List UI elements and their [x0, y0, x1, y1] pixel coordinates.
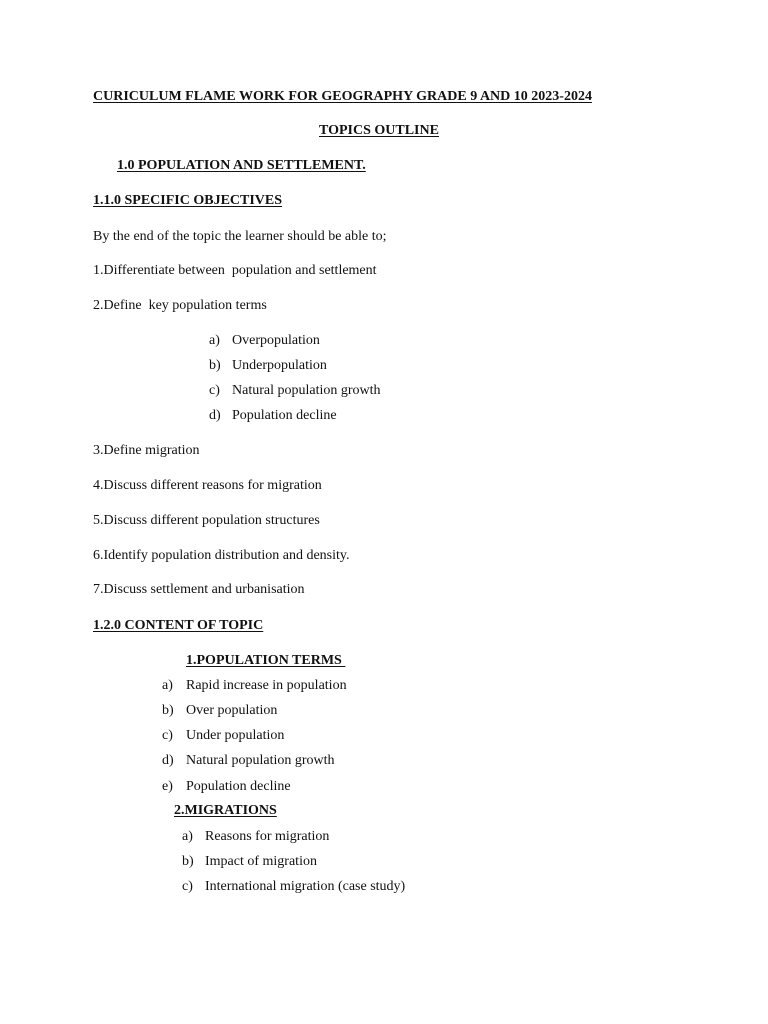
objective-item: 5.Discuss different population structures: [93, 513, 320, 528]
list-marker: b): [162, 703, 174, 718]
list-marker: b): [209, 358, 221, 373]
objective-item: 7.Discuss settlement and urbanisation: [93, 582, 305, 597]
list-item: International migration (case study): [205, 879, 406, 894]
objective-item: 6.Identify population distribution and density.: [93, 548, 350, 563]
objectives-heading: 1.1.0 SPECIFIC OBJECTIVES: [93, 193, 283, 208]
list-marker: a): [182, 829, 193, 844]
list-marker: a): [209, 333, 220, 348]
list-item: Impact of migration: [205, 854, 317, 869]
list-item: Population decline: [232, 408, 337, 423]
list-item: Under population: [186, 728, 285, 743]
list-item: Over population: [186, 703, 278, 718]
list-marker: e): [162, 779, 173, 794]
list-marker: d): [209, 408, 221, 423]
migrations-heading: 2.MIGRATIONS: [174, 803, 277, 818]
section-heading: 1.0 POPULATION AND SETTLEMENT.: [117, 158, 366, 173]
list-marker: b): [182, 854, 194, 869]
list-marker: a): [162, 678, 173, 693]
list-marker: c): [162, 728, 173, 743]
list-item: Underpopulation: [232, 358, 327, 373]
list-marker: d): [162, 753, 174, 768]
content-heading: 1.2.0 CONTENT OF TOPIC: [93, 618, 264, 633]
topics-outline-heading: TOPICS OUTLINE: [319, 123, 439, 138]
list-item: Natural population growth: [186, 753, 335, 768]
list-item: Overpopulation: [232, 333, 320, 348]
list-item: Rapid increase in population: [186, 678, 347, 693]
objective-item: 2.Define key population terms: [93, 298, 267, 313]
population-terms-heading: 1.POPULATION TERMS: [186, 653, 346, 668]
list-marker: c): [209, 383, 220, 398]
list-item: Natural population growth: [232, 383, 381, 398]
objective-item: 4.Discuss different reasons for migration: [93, 478, 322, 493]
list-item: Reasons for migration: [205, 829, 330, 844]
list-item: Population decline: [186, 779, 291, 794]
objective-item: 1.Differentiate between population and settlement: [93, 263, 377, 278]
document-title: CURICULUM FLAME WORK FOR GEOGRAPHY GRADE 9 AND 10 2023-2024: [93, 89, 592, 104]
objective-item: 3.Define migration: [93, 443, 200, 458]
intro-text: By the end of the topic the learner should be able to;: [93, 229, 387, 244]
list-marker: c): [182, 879, 193, 894]
